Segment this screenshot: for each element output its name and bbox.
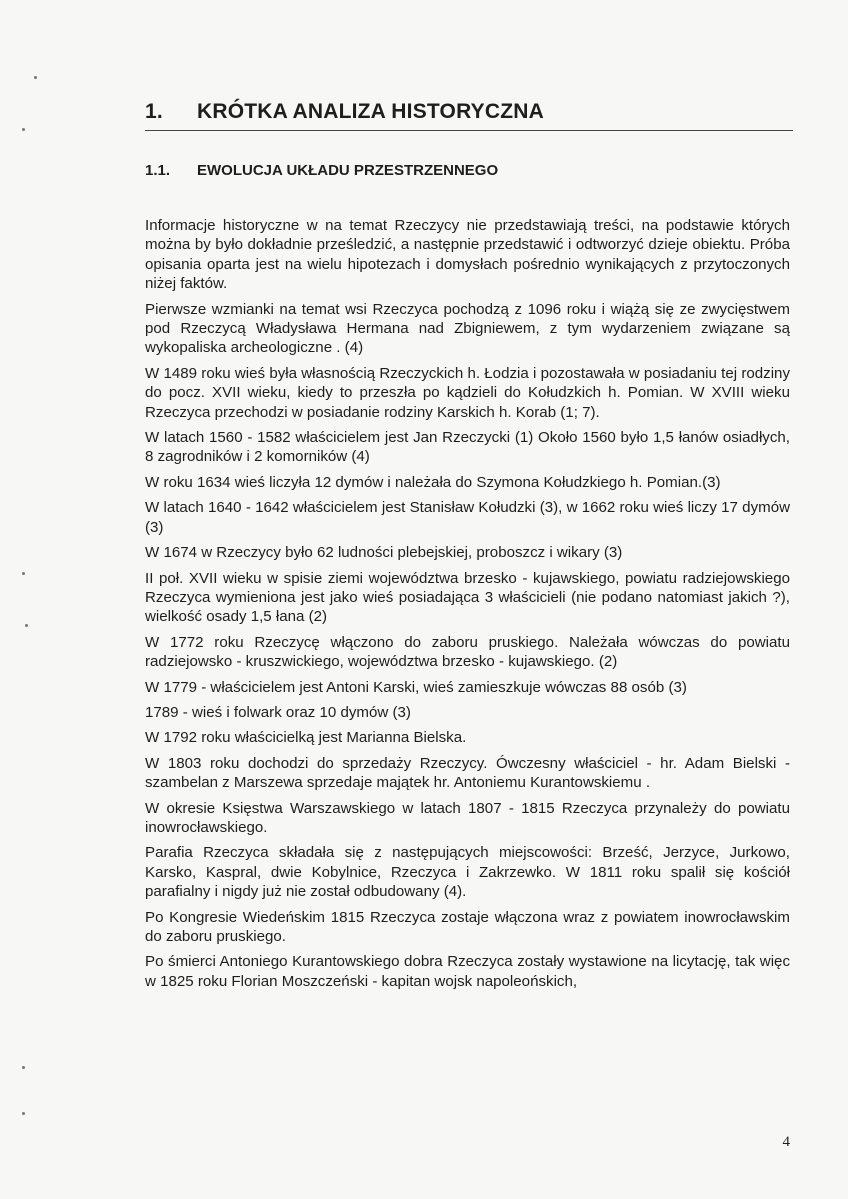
body-text bbox=[145, 216, 790, 997]
scan-speck bbox=[25, 624, 28, 627]
paragraph: Parafia Rzeczyca składała się z następujących miejscowości: Brześć, Jerzyce, Jurkowo, Karsko, Kaspral, dwie Kobylnice, Rzeczyca i Zakrzewko. W 1811 roku spalił się kościół parafialny i nigdy już nie został odbudowany (4). bbox=[145, 844, 790, 901]
scan-speck bbox=[22, 1066, 25, 1069]
scan-speck bbox=[22, 1112, 25, 1115]
paragraph: W 1792 roku właścicielką jest Marianna Bielska. bbox=[145, 729, 467, 747]
paragraph: W roku 1634 wieś liczyła 12 dymów i należała do Szymona Kołudzkiego h. Pomian.(3) bbox=[145, 473, 721, 491]
paragraph: Po Kongresie Wiedeńskim 1815 Rzeczyca zostaje włączona wraz z powiatem inowrocławskim do zaboru pruskiego. bbox=[145, 908, 790, 945]
page-number: 4 bbox=[782, 1134, 790, 1150]
section-title: EWOLUCJA UKŁADU PRZESTRZENNEGO bbox=[197, 162, 499, 179]
paragraph: W latach 1560 - 1582 właścicielem jest Jan Rzeczycki (1) Około 1560 było 1,5 łanów osiadłych, 8 zagrodników i 2 komorników (4) bbox=[145, 429, 790, 466]
paragraph: W 1489 roku wieś była własnością Rzeczyckich h. Łodzia i pozostawała w posiadaniu tej rodziny do pocz. XVII wieku, kiedy to przeszła po kądzieli do Kołudzkich h. Pomian. W XVIII wieku Rzeczyca przechodzi w posiadanie rodziny Karskich h. Korab (1; 7). bbox=[145, 364, 790, 421]
chapter-number: 1. bbox=[145, 100, 163, 123]
paragraph: Informacje historyczne w na temat Rzeczycy nie przedstawiają treści, na podstawie których można by było dokładnie prześledzić, a następnie przedstawić i odtworzyć dzieje obiektu. Próba opisania oparta jest na wielu hipotezach i domysłach pośrednio wynikających z przytoczonych niżej faktów. bbox=[145, 217, 790, 293]
scan-speck bbox=[22, 572, 25, 575]
paragraph: W 1772 roku Rzeczycę włączono do zaboru pruskiego. Należała wówczas do powiatu radziejowsko - kruszwickiego, województwa brzesko - kujawskiego. (2) bbox=[145, 633, 790, 671]
scan-speck bbox=[22, 128, 25, 131]
section-number: 1.1. bbox=[145, 162, 171, 179]
paragraph: W 1779 - właścicielem jest Antoni Karski, wieś zamieszkuje wówczas 88 osób (3) bbox=[145, 678, 687, 696]
paragraph: Po śmierci Antoniego Kurantowskiego dobra Rzeczyca zostały wystawione na licytację, tak więc w 1825 roku Florian Moszczeński - kapitan wojsk napoleońskich, bbox=[145, 953, 790, 990]
paragraph: Pierwsze wzmianki na temat wsi Rzeczyca pochodzą z 1096 roku i wiążą się ze zwycięstwem pod Rzeczycą Władysława Hermana nad Zbigniewem, z tym wydarzeniem związane są wykopaliska archeologiczne . (4) bbox=[145, 300, 790, 357]
paragraph: W 1803 roku dochodzi do sprzedaży Rzeczycy. Ówczesny właściciel - hr. Adam Bielski - szambelan z Marszewa sprzedaje majątek hr. Antoniemu Kurantowskiemu . bbox=[145, 754, 790, 792]
paragraph: II poł. XVII wieku w spisie ziemi województwa brzesko - kujawskiego, powiatu radziejowskiego Rzeczyca wymieniona jest jako wieś posiadająca 3 właścicieli (nie podano natomiast jakich ?), wielkość osady 1,5 łana (2) bbox=[145, 569, 790, 626]
paragraph: 1789 - wieś i folwark oraz 10 dymów (3) bbox=[145, 703, 411, 721]
scan-speck bbox=[34, 76, 37, 79]
chapter-heading bbox=[145, 100, 793, 131]
chapter-title: KRÓTKA ANALIZA HISTORYCZNA bbox=[197, 100, 545, 123]
paragraph: W okresie Księstwa Warszawskiego w latach 1807 - 1815 Rzeczyca przynależy do powiatu inowrocławskiego. bbox=[145, 799, 790, 836]
section-heading bbox=[145, 162, 498, 179]
paragraph: W latach 1640 - 1642 właścicielem jest Stanisław Kołudzki (3), w 1662 roku wieś liczy 17 dymów (3) bbox=[145, 499, 790, 536]
paragraph: W 1674 w Rzeczycy było 62 ludności plebejskiej, proboszcz i wikary (3) bbox=[145, 544, 623, 562]
